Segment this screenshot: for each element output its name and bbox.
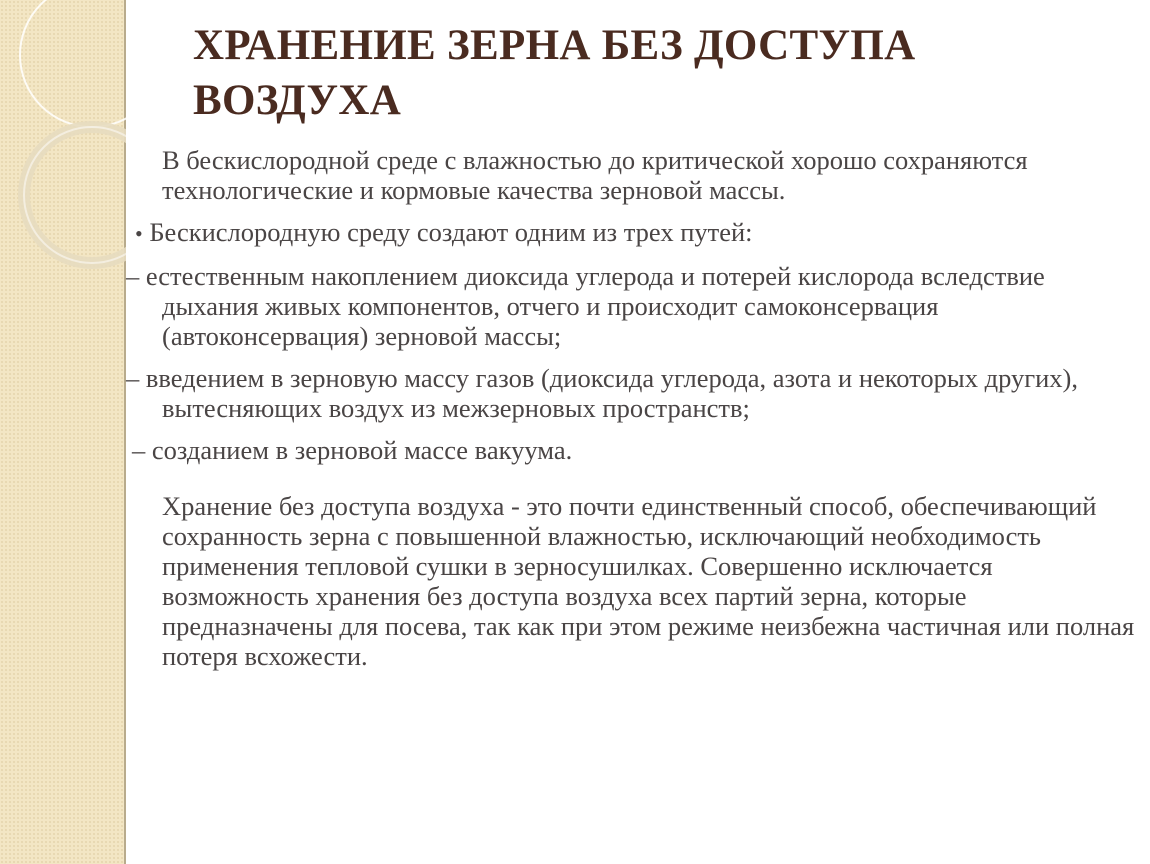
- intro-paragraph: В бескислородной среде с влажностью до критической хорошо сохраняются технологические и кормовые качества зерновой массы.: [162, 145, 1028, 205]
- slide-body: [126, 145, 1136, 671]
- bullet-item: [126, 217, 1136, 249]
- decorative-circles-graphic: [0, 0, 126, 864]
- slide-title: [193, 18, 1093, 128]
- title-line-1: ХРАНЕНИЕ ЗЕРНА БЕЗ ДОСТУПА: [193, 22, 916, 69]
- method-item-vacuum: – созданием в зерновой массе вакуума.: [132, 435, 573, 465]
- closing-paragraph: Хранение без доступа воздуха - это почти единственный способ, обеспечивающий сохранность зерна с повышенной влажностью, исключающий необходимость применения тепловой сушки в зерносушилках. Совершенно исключается возможность хранения без доступа воздуха всех партий зерна, которые предназначены для посева, так как при этом режиме неизбежна частичная или полная потеря всхожести.: [162, 491, 1135, 671]
- method-item-natural: – естественным накоплением диоксида углерода и потерей кислорода вследствие дыхания живых компонентов, отчего и происходит самоконсервация (автоконсервация) зерновой массы;: [126, 261, 1045, 351]
- decorative-side-band: [0, 0, 126, 864]
- bullet-text: Бескислородную среду создают одним из трех путей:: [149, 217, 753, 247]
- method-item-gases: – введением в зерновую массу газов (диоксида углерода, азота и некоторых других), вытесняющих воздух из межзерновых пространств;: [126, 363, 1078, 423]
- title-line-2: ВОЗДУХА: [193, 77, 402, 124]
- bullet-marker: •: [135, 221, 143, 246]
